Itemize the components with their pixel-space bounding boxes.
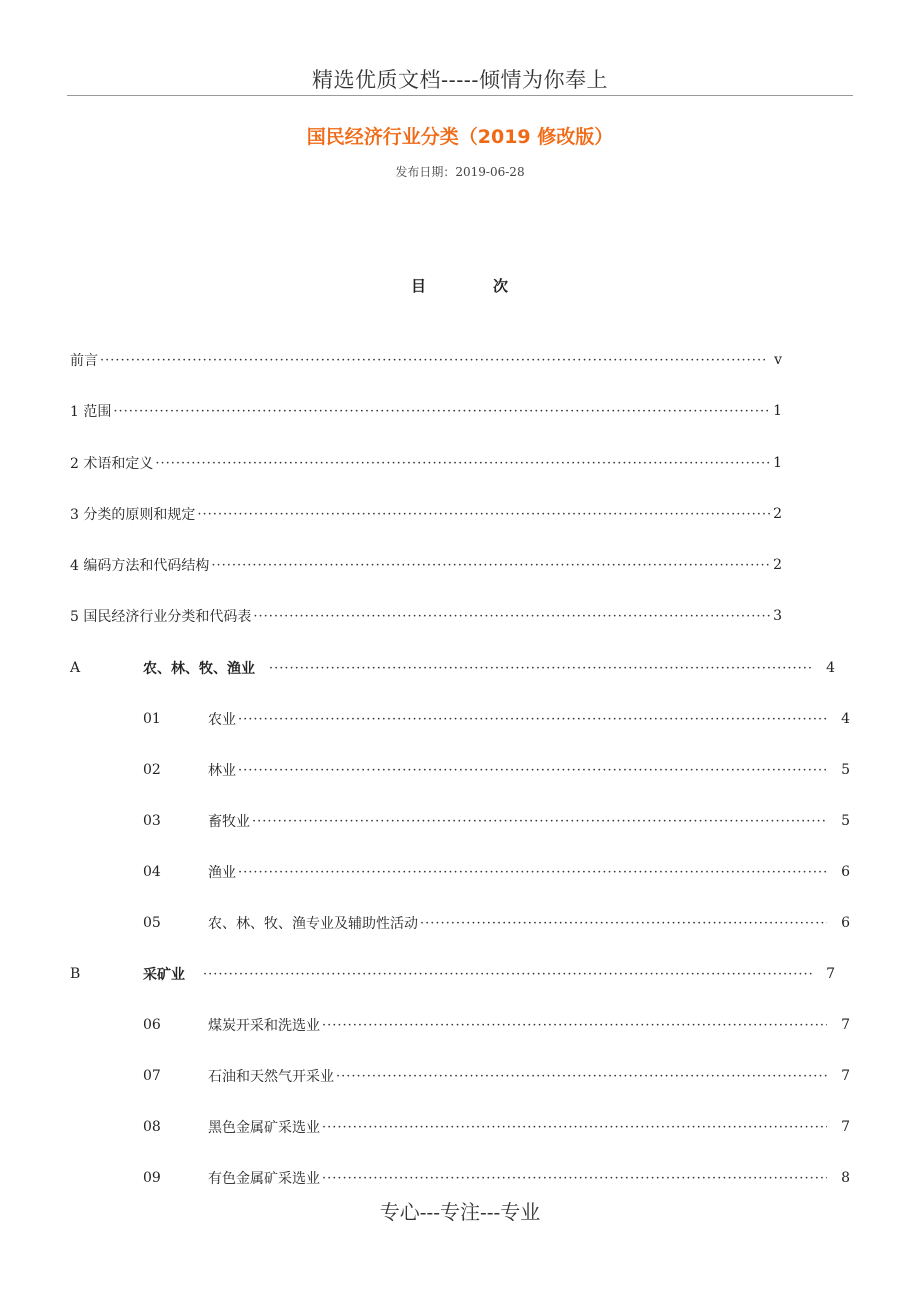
dot-leader — [113, 404, 771, 419]
dot-leader — [252, 814, 827, 829]
toc-item-label: 农、林、牧、渔专业及辅助性活动 — [208, 916, 418, 932]
toc-entry-preface[interactable] — [70, 349, 782, 371]
toc-entry-page: 2 — [773, 506, 782, 522]
item-code: 03 — [143, 813, 161, 829]
header-divider — [67, 95, 853, 96]
item-code: 09 — [143, 1170, 161, 1186]
document-title: 国民经济行业分类（2019 修改版） — [306, 126, 614, 148]
toc-item-label: 渔业 — [208, 865, 236, 881]
section-code: A — [70, 660, 81, 676]
toc-heading-right: 次 — [493, 277, 509, 295]
toc-item-page: 4 — [841, 711, 850, 727]
toc-item-label: 农业 — [208, 712, 236, 728]
toc-item-label: 石油和天然气开采业 — [208, 1069, 334, 1085]
item-code: 04 — [143, 864, 161, 880]
dot-leader — [197, 507, 771, 522]
header-text: 精选优质文档-----倾情为你奉上 — [312, 68, 608, 92]
item-code: 01 — [143, 711, 161, 727]
toc-entry-scope[interactable] — [70, 400, 782, 422]
dot-leader — [322, 1120, 827, 1135]
dot-leader — [211, 558, 771, 573]
section-code: B — [70, 966, 81, 982]
toc-section-a[interactable] — [143, 657, 835, 679]
item-code: 02 — [143, 762, 161, 778]
toc-item-page: 7 — [841, 1119, 850, 1135]
toc-item-ferrous-mining[interactable] — [208, 1116, 850, 1138]
item-code: 05 — [143, 915, 161, 931]
page-footer: 专心---专注---专业 — [379, 1200, 541, 1224]
toc-entry-label: 3 分类的原则和规定 — [70, 507, 196, 523]
toc-entry-label: 4 编码方法和代码结构 — [70, 558, 210, 574]
toc-item-label: 煤炭开采和洗选业 — [208, 1018, 320, 1034]
dot-leader — [253, 609, 771, 624]
toc-item-label: 林业 — [208, 763, 236, 779]
toc-item-page: 6 — [841, 915, 850, 931]
toc-item-page: 5 — [841, 813, 850, 829]
toc-section-page: 4 — [826, 660, 835, 676]
toc-entry-terms[interactable] — [70, 452, 782, 474]
toc-section-label: 采矿业 — [143, 967, 185, 983]
toc-section-label: 农、林、牧、渔业 — [143, 661, 255, 677]
toc-section-page: 7 — [826, 966, 835, 982]
toc-item-nonferrous-mining[interactable] — [208, 1167, 850, 1189]
toc-section-b[interactable] — [143, 963, 835, 985]
dot-leader — [420, 916, 827, 931]
item-code: 07 — [143, 1068, 161, 1084]
toc-item-page: 7 — [841, 1017, 850, 1033]
dot-leader — [100, 353, 772, 368]
toc-item-support-activities[interactable] — [208, 912, 850, 934]
toc-item-fishery[interactable] — [208, 861, 850, 883]
item-code: 06 — [143, 1017, 161, 1033]
dot-leader — [336, 1069, 827, 1084]
toc-entry-page: v — [774, 352, 782, 368]
toc-entry-label: 5 国民经济行业分类和代码表 — [70, 609, 252, 625]
toc-item-page: 6 — [841, 864, 850, 880]
toc-item-animal-husbandry[interactable] — [208, 810, 850, 832]
toc-entry-label: 2 术语和定义 — [70, 456, 154, 472]
toc-item-label: 有色金属矿采选业 — [208, 1171, 320, 1187]
toc-item-page: 7 — [841, 1068, 850, 1084]
toc-entry-page: 2 — [773, 557, 782, 573]
toc-entry-label: 1 范围 — [70, 404, 112, 420]
toc-entry-page: 1 — [773, 403, 782, 419]
toc-entry-label: 前言 — [70, 353, 98, 369]
dot-leader — [155, 456, 771, 471]
toc-item-label: 黑色金属矿采选业 — [208, 1120, 320, 1136]
toc-entry-principles[interactable] — [70, 503, 782, 525]
toc-heading-left: 目 — [411, 277, 427, 295]
toc-item-oil-gas[interactable] — [208, 1065, 850, 1087]
toc-item-coal-mining[interactable] — [208, 1014, 850, 1036]
toc-item-agriculture[interactable] — [208, 708, 850, 730]
dot-leader — [238, 763, 827, 778]
toc-entry-page: 3 — [773, 608, 782, 624]
dot-leader — [238, 865, 827, 880]
dot-leader — [322, 1018, 827, 1033]
toc-entry-coding[interactable] — [70, 554, 782, 576]
dot-leader — [322, 1171, 827, 1186]
toc-item-page: 5 — [841, 762, 850, 778]
dot-leader — [203, 967, 812, 982]
dot-leader — [269, 661, 812, 676]
toc-entry-code-table[interactable] — [70, 605, 782, 627]
item-code: 08 — [143, 1119, 161, 1135]
toc-item-forestry[interactable] — [208, 759, 850, 781]
toc-item-page: 8 — [841, 1170, 850, 1186]
publish-date: 发布日期：2019-06-28 — [395, 165, 525, 179]
dot-leader — [238, 712, 827, 727]
toc-entry-page: 1 — [773, 455, 782, 471]
toc-item-label: 畜牧业 — [208, 814, 250, 830]
